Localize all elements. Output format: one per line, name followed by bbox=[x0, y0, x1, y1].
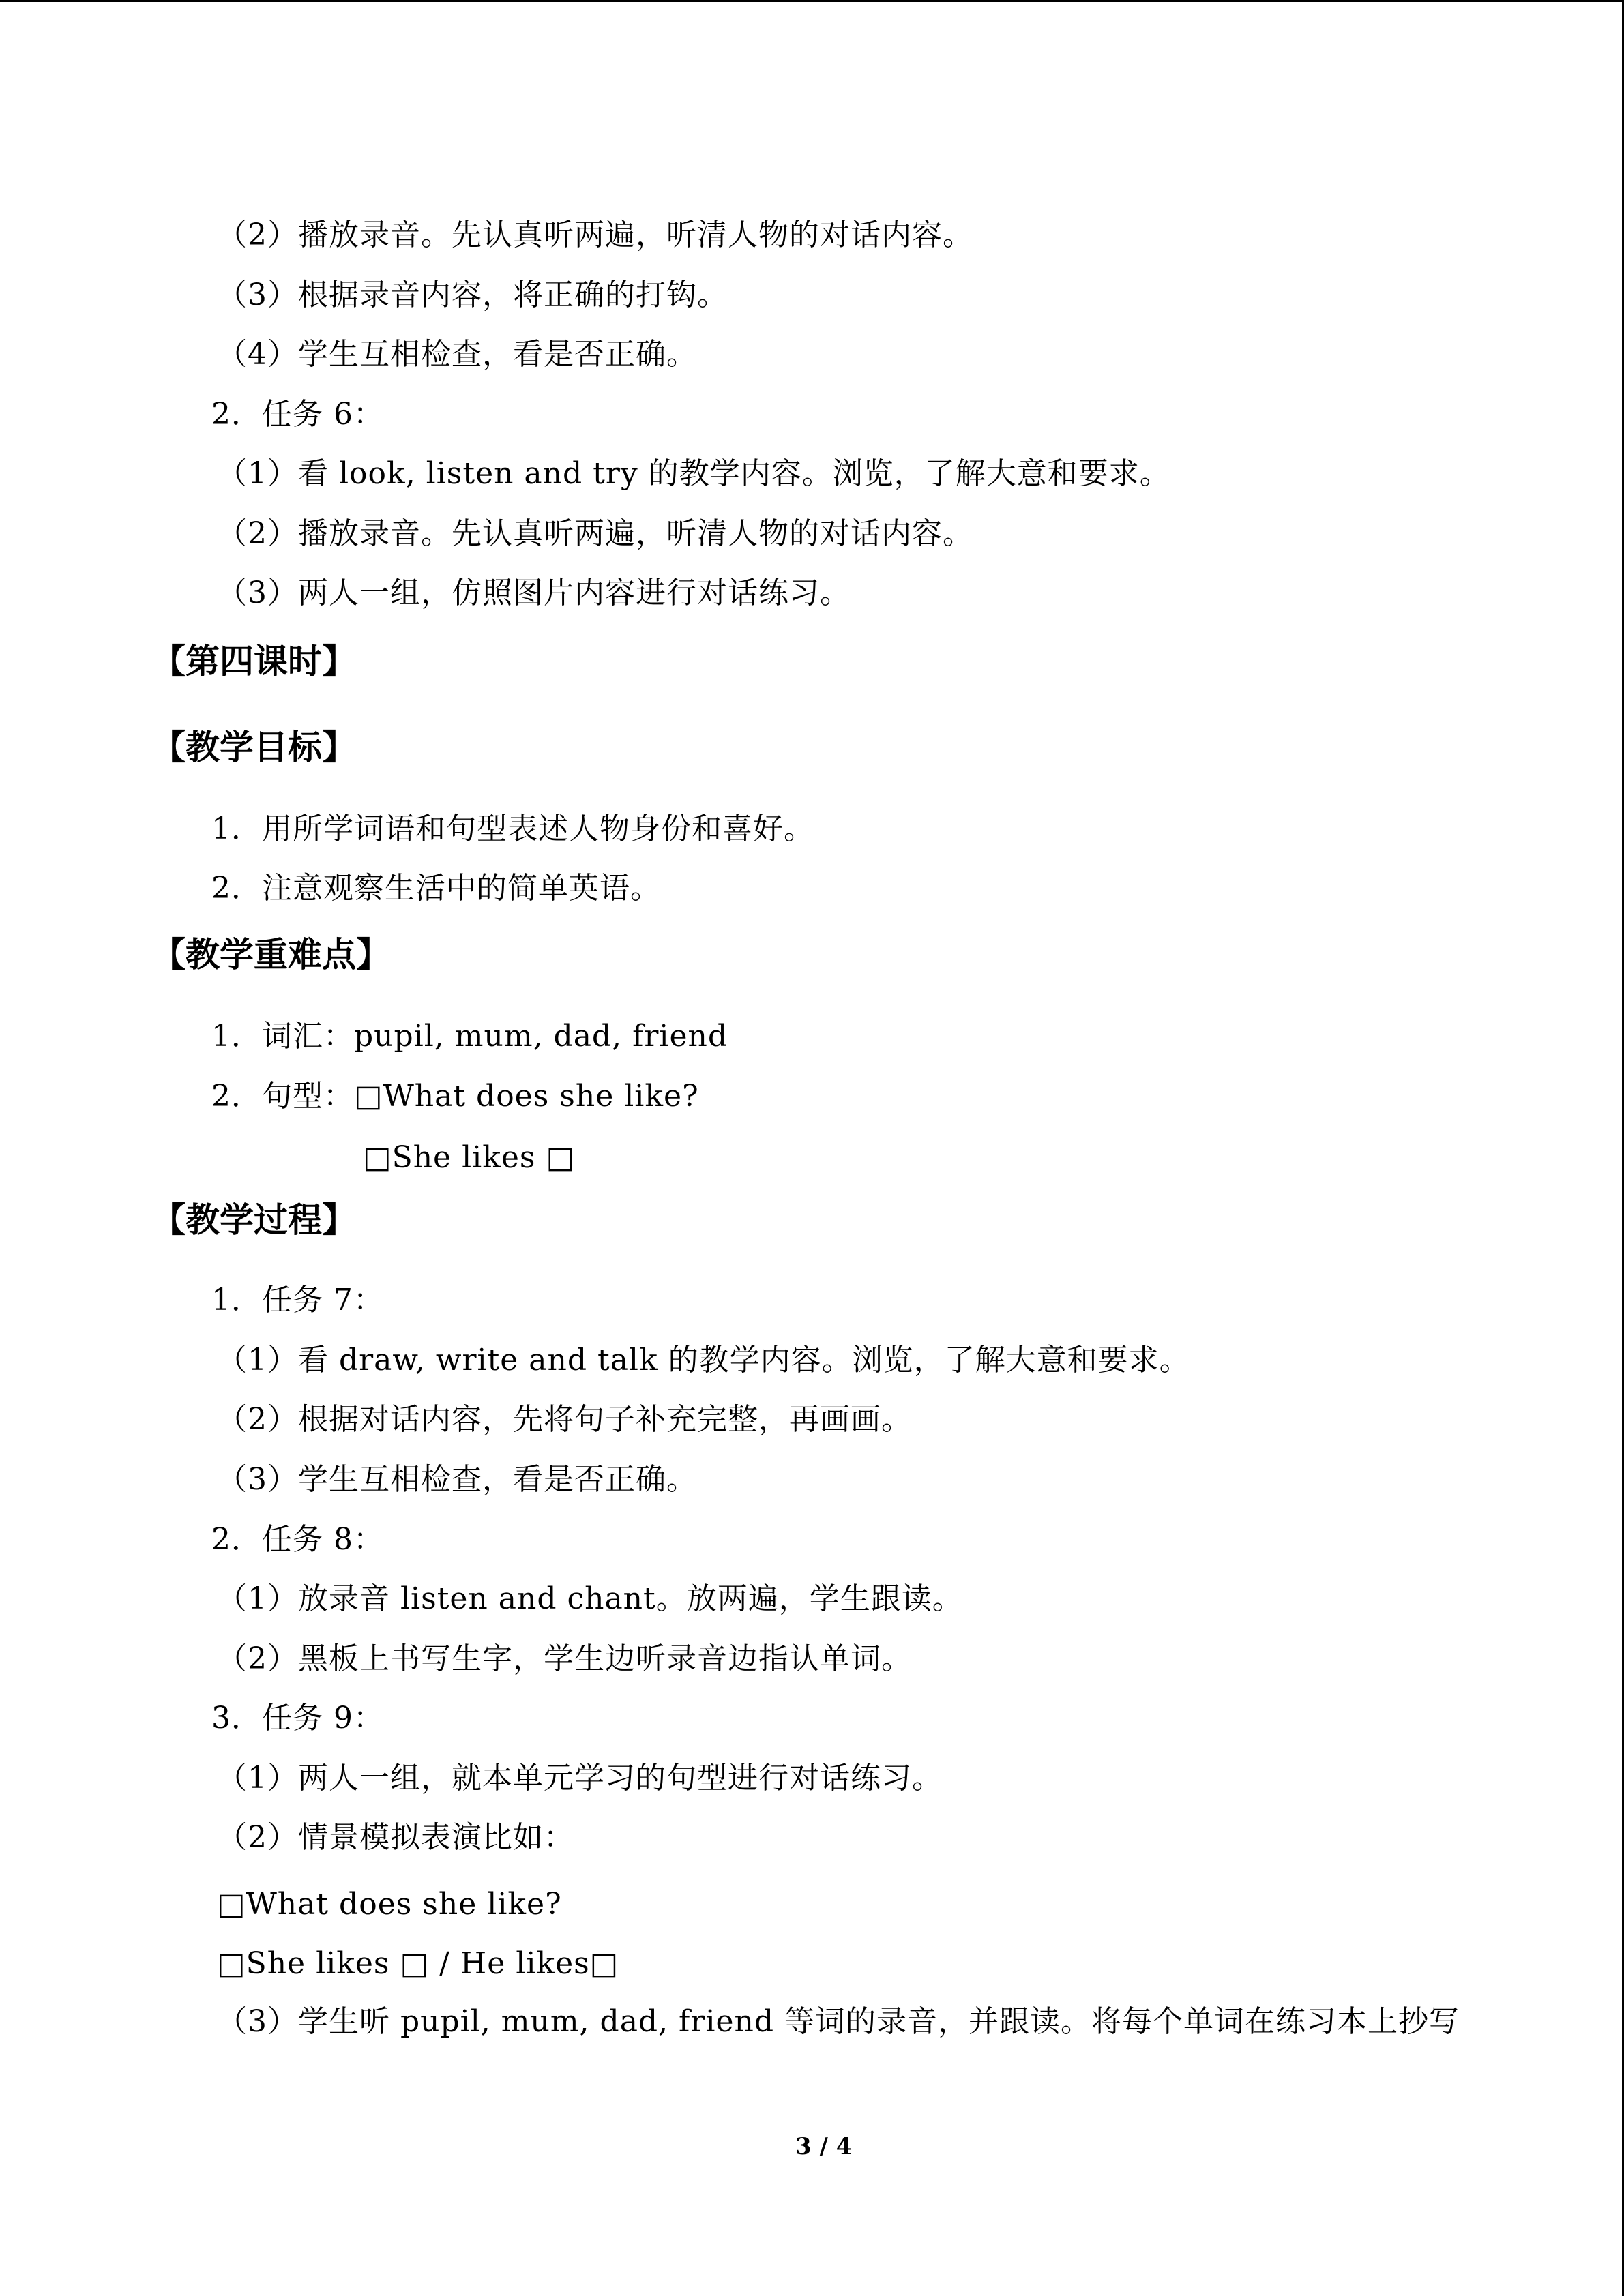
text-line: （2）播放录音。先认真听两遍，听清人物的对话内容。 bbox=[217, 516, 973, 551]
dialogue-line: □What does she like? bbox=[217, 1887, 562, 1922]
section-heading-lesson4: 【第四课时】 bbox=[151, 642, 356, 681]
task-heading: 1．任务 7： bbox=[211, 1283, 384, 1317]
key-point-item: 1．词汇：pupil, mum, dad, friend bbox=[211, 1019, 728, 1054]
text-line: （2）播放录音。先认真听两遍，听清人物的对话内容。 bbox=[217, 218, 973, 252]
section-heading-key-points: 【教学重难点】 bbox=[151, 935, 390, 974]
key-point-item: □She likes □ bbox=[363, 1140, 576, 1175]
process-step: （2）情景模拟表演比如： bbox=[217, 1820, 574, 1855]
process-step: （2）根据对话内容，先将句子补充完整，再画画。 bbox=[217, 1402, 912, 1437]
process-step: （1）两人一组，就本单元学习的句型进行对话练习。 bbox=[217, 1761, 943, 1795]
goal-item: 2．注意观察生活中的简单英语。 bbox=[211, 871, 661, 906]
task-heading: 2．任务 6： bbox=[211, 397, 384, 432]
process-step: （2）黑板上书写生字，学生边听录音边指认单词。 bbox=[217, 1641, 912, 1676]
text-line: （4）学生互相检查，看是否正确。 bbox=[217, 337, 697, 372]
text-line: （3）根据录音内容，将正确的打钩。 bbox=[217, 278, 728, 312]
task-heading: 3．任务 9： bbox=[211, 1701, 384, 1735]
key-point-item: 2．句型：□What does she like? bbox=[211, 1079, 699, 1114]
process-step: （3）学生听 pupil, mum, dad, friend 等词的录音，并跟读。将每个单词在练习本上抄写 bbox=[217, 2004, 1460, 2039]
section-heading-process: 【教学过程】 bbox=[151, 1200, 356, 1240]
section-heading-goals: 【教学目标】 bbox=[151, 728, 356, 767]
text-line: （1）看 look, listen and try 的教学内容。浏览，了解大意和要求。 bbox=[217, 456, 1170, 491]
process-step: （1）看 draw, write and talk 的教学内容。浏览，了解大意和要求。 bbox=[217, 1343, 1190, 1377]
text-line: （3）两人一组，仿照图片内容进行对话练习。 bbox=[217, 576, 851, 610]
task-heading: 2．任务 8： bbox=[211, 1522, 384, 1557]
process-step: （3）学生互相检查，看是否正确。 bbox=[217, 1462, 697, 1497]
process-step: （1）放录音 listen and chant。放两遍，学生跟读。 bbox=[217, 1581, 963, 1616]
dialogue-line: □She likes □ / He likes□ bbox=[217, 1946, 619, 1981]
page-number: 3 / 4 bbox=[795, 2133, 853, 2160]
goal-item: 1．用所学词语和句型表述人物身份和喜好。 bbox=[211, 811, 814, 846]
